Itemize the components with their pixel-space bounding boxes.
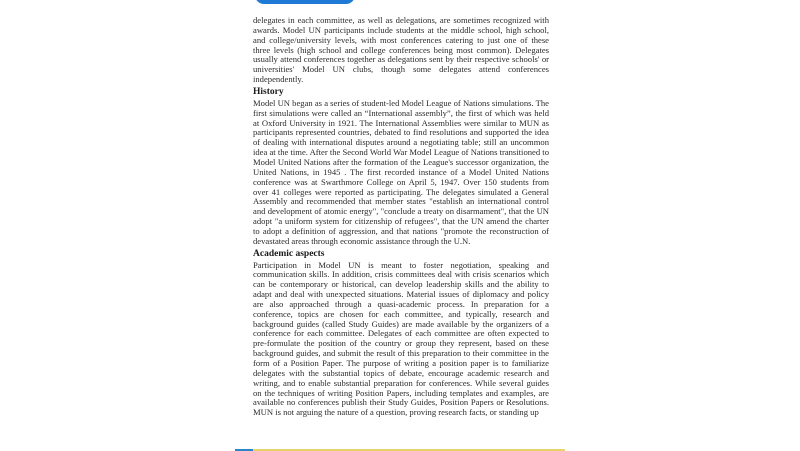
header-pill-decoration bbox=[255, 0, 355, 4]
document-content bbox=[253, 16, 549, 418]
document-page bbox=[235, 0, 565, 451]
intro-paragraph: delegates in each committee, as well as delegations, are sometimes recognized with awards. Model UN participants include students at the middle school, high school, and college/university levels, with most conferences catering to just one of these three levels (high school and college conferences being most common). Delegates usually attend conferences together as delegations sent by their respective schools' or universities' Model UN clubs, though some delegates attend conferences independently. bbox=[253, 15, 549, 85]
section-heading-history: History bbox=[253, 86, 284, 97]
section-body-history: Model UN began as a series of student-led Model League of Nations simulations. The first simulations were called an “International assembly”, the first of which was held at Oxford University in 1921. The International Assemblies were similar to MUN as participants represented countries, debated to find resolutions and supported the idea of dealing with international disputes around a negotiating table; still an uncommon idea at the time. After the Second World War Model League of Nations transitioned to Model United Nations after the formation of the League's successor organization, the United Nations, in 1945 . The first recorded instance of a Model United Nations conference was at Swarthmore College on April 5, 1947. Over 150 students from over 41 colleges were reported as participating. The delegates simulated a General Assembly and recommended that member states "establish an international control and development of atomic energy", "conclude a treaty on disarmament", that the UN adopt "a uniform system for citizenship of refugees", that the UN amend the charter to adopt a definition of aggression, and that nations "promote the reconstruction of devastated areas through economic assistance through the U.N. bbox=[253, 97, 549, 246]
section-body-academic-aspects: Participation in Model UN is meant to foster negotiation, speaking and communication skills. In addition, crisis committees deal with crisis scenarios which can be contemporary or historical, can develop leadership skills and the ability to adapt and deal with unexpected situations. Material issues of diplomacy and policy are also approached through a quasi-academic process. In preparation for a conference, topics are chosen for each committee, and typically, research and background guides (called Study Guides) are made available by the organizers of a conference for each committee. Delegates of each committee are often expected to pre-formulate the position of the country or group they represent, based on these background guides, and submit the result of this preparation to their committee in the form of a Position Paper. The purpose of writing a position paper is to familiarize delegates with the substantial topics of debate, encourage academic research and writing, and to enable substantial preparation for conferences. While several guides on the techniques of writing Position Papers, including templates and examples, are available no conferences publish their Study Guides, Position Papers or Resolutions. MUN is not arguing the nature of a question, proving research facts, or standing up bbox=[253, 259, 549, 418]
section-heading-academic-aspects: Academic aspects bbox=[253, 248, 325, 259]
